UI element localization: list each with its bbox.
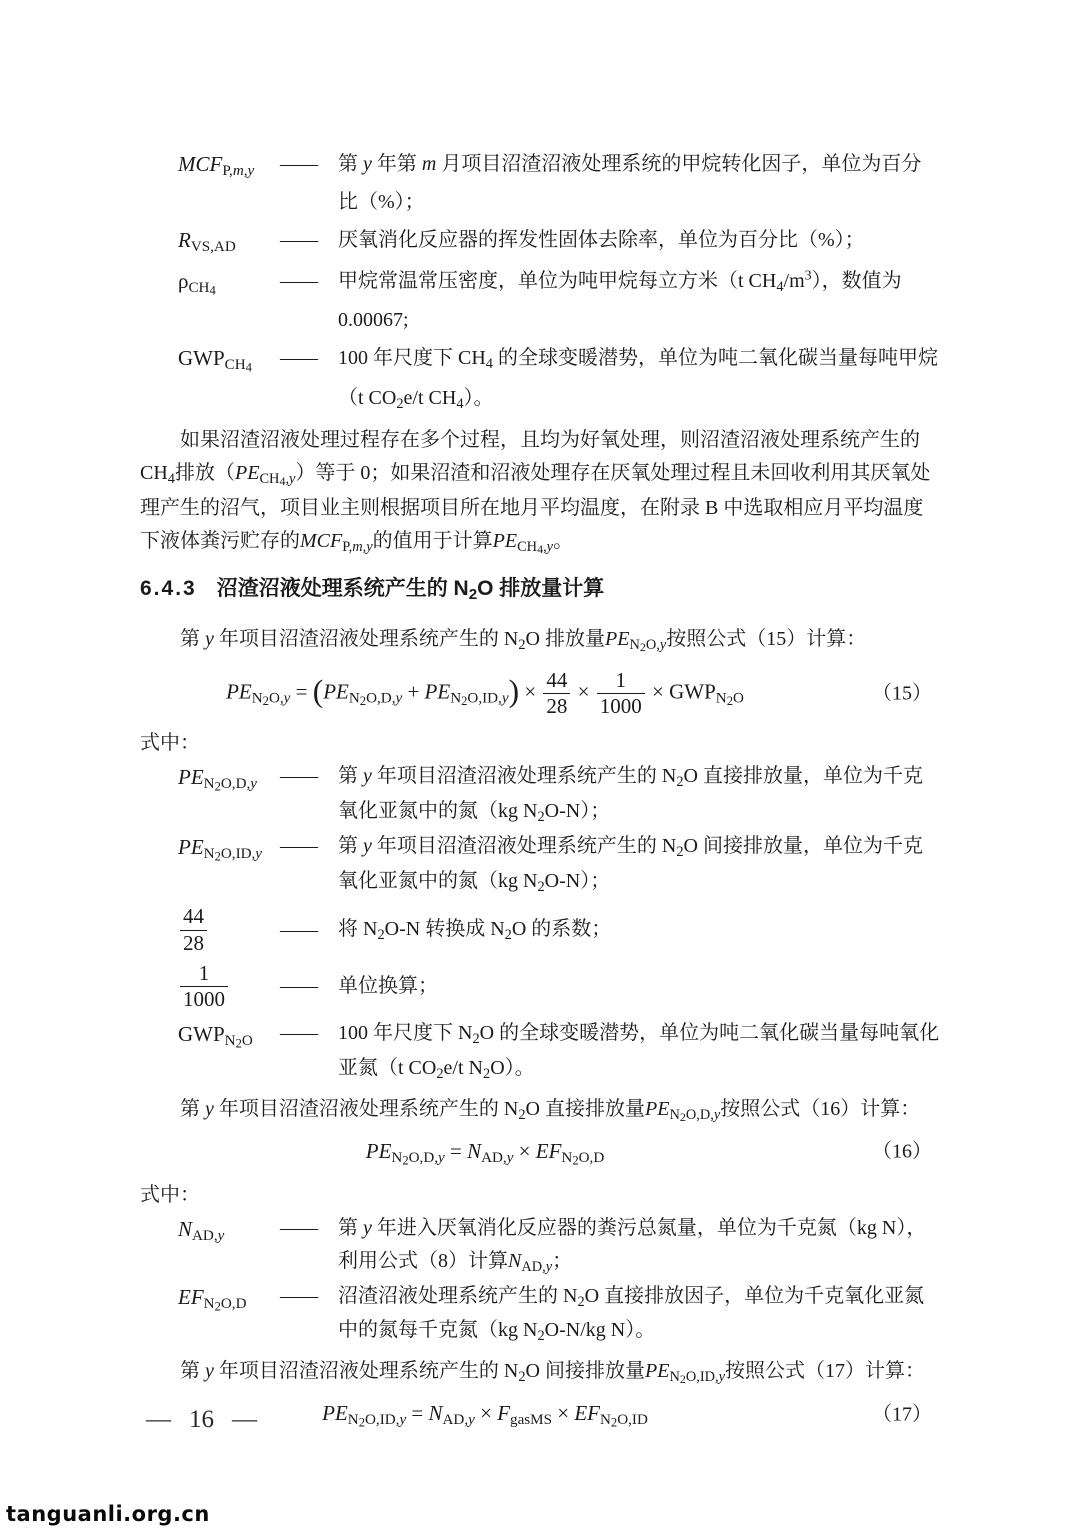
definition-row bbox=[140, 904, 940, 955]
text-segment: O,ID, bbox=[685, 1369, 719, 1386]
definition-list bbox=[140, 1212, 940, 1349]
text-segment: N bbox=[428, 1400, 443, 1425]
page-number: 16 bbox=[189, 1406, 214, 1433]
footer-dash-right: — bbox=[232, 1406, 257, 1433]
text-segment: 沼渣沼液处理系统产生的 N bbox=[338, 1284, 578, 1307]
text-segment: 4 bbox=[279, 474, 286, 489]
definition-description bbox=[338, 760, 940, 830]
text-segment: ）等于 0；如果沼渣和沼液处理存在厌氧处理过程且未回收利用其厌氧处理产生的沼气，项目业主则根据项目所在地月平均温度，在附录 B 中选取相应月平均温度下液体粪污贮存的 bbox=[140, 462, 931, 552]
text-segment: N bbox=[629, 637, 640, 654]
text-segment: 2 bbox=[214, 1298, 221, 1313]
text-segment: = bbox=[290, 679, 313, 704]
text-segment: O-N 转换成 N bbox=[384, 917, 505, 940]
fraction bbox=[543, 668, 570, 719]
text-segment: O 间接排放量，单位为千克氧化亚氮中的氮（kg N bbox=[338, 834, 923, 892]
text-segment: y bbox=[659, 637, 667, 654]
text-segment: ) bbox=[508, 673, 520, 709]
definition-term bbox=[140, 1212, 280, 1249]
text-segment: F bbox=[497, 1400, 511, 1425]
paragraph bbox=[140, 623, 940, 658]
text-segment: 2 bbox=[679, 1372, 686, 1387]
text-segment: PE bbox=[226, 679, 252, 704]
text-segment: 2 bbox=[461, 693, 468, 708]
section-heading bbox=[140, 574, 940, 605]
text-segment: N bbox=[348, 690, 360, 707]
text-segment: m,y bbox=[232, 163, 255, 180]
text-segment: 年进入厌氧消化反应器的粪污总氮量，单位为千克氮（kg N），利用公式（8）计算 bbox=[338, 1216, 927, 1272]
formula-label: 式中： bbox=[140, 1183, 200, 1206]
definition-description bbox=[338, 830, 940, 900]
text-segment: 4 bbox=[537, 541, 544, 556]
text-segment: y bbox=[501, 690, 509, 707]
text-segment: y bbox=[718, 1369, 726, 1386]
definition-description bbox=[338, 970, 940, 1003]
definition-description bbox=[338, 339, 940, 418]
text-segment: CH bbox=[224, 357, 246, 374]
text-segment: O,ID bbox=[617, 1412, 648, 1429]
text-segment: y bbox=[283, 690, 291, 707]
text-segment: 厌氧消化反应器的挥发性固体去除率，单位为百分比（%）； bbox=[338, 229, 865, 251]
definition-term bbox=[140, 221, 280, 262]
text-segment: N bbox=[347, 1412, 359, 1429]
formula-label: 式中： bbox=[140, 732, 200, 755]
text-segment: O-N）； bbox=[544, 800, 611, 823]
text-segment: 2 bbox=[518, 637, 526, 654]
definition-description bbox=[338, 221, 940, 259]
text-segment: ( bbox=[312, 673, 324, 709]
text-segment: 2 bbox=[577, 1293, 585, 1310]
text-segment: + bbox=[402, 679, 425, 704]
text-segment: y bbox=[545, 1258, 553, 1275]
fraction-numerator: 1 bbox=[615, 667, 626, 692]
text-segment: 2 bbox=[676, 774, 684, 791]
text-segment: y bbox=[205, 1360, 214, 1383]
fraction-denominator: 28 bbox=[543, 693, 570, 719]
text-segment: N bbox=[224, 1033, 236, 1050]
text-segment: N bbox=[467, 1138, 482, 1163]
text-segment: y bbox=[250, 776, 257, 793]
text-segment: O,ID, bbox=[220, 846, 256, 863]
definition-description bbox=[338, 1280, 940, 1350]
text-segment: 2 bbox=[610, 1415, 618, 1430]
text-segment: 2 bbox=[518, 1106, 526, 1123]
text-segment: O bbox=[241, 1033, 253, 1050]
text-segment: y bbox=[289, 471, 296, 488]
text-segment: 4 bbox=[245, 360, 252, 375]
text-segment: N bbox=[669, 1369, 680, 1386]
definition-row bbox=[140, 760, 940, 830]
text-segment: × GWP bbox=[646, 679, 716, 704]
text-segment: 年项目沼渣沼液处理系统产生的 N bbox=[213, 1097, 519, 1120]
definition-dash: —— bbox=[280, 834, 316, 857]
definition-dash: —— bbox=[280, 229, 316, 251]
text-segment: MCF bbox=[178, 152, 223, 176]
text-segment: 2 bbox=[639, 640, 646, 655]
text-segment: e/t N bbox=[443, 1057, 483, 1080]
text-segment: 2 bbox=[377, 926, 385, 943]
definition-dash: —— bbox=[280, 1022, 316, 1045]
equation-number: （15） bbox=[872, 682, 932, 705]
definition-row bbox=[140, 262, 940, 339]
text-segment: 年第 bbox=[371, 153, 422, 175]
text-segment: PE bbox=[178, 834, 204, 859]
definition-row bbox=[140, 1212, 940, 1280]
text-segment: O 直接排放因子，单位为千克氧化亚氮中的氮每千克氮（kg N bbox=[338, 1284, 925, 1342]
text-segment: , bbox=[543, 538, 547, 555]
text-segment: O-N）； bbox=[544, 869, 611, 892]
text-segment: 。 bbox=[553, 529, 574, 552]
text-segment: 2 bbox=[402, 1152, 409, 1167]
text-segment: 按照公式（15）计算： bbox=[666, 628, 867, 651]
text-segment: × bbox=[513, 1138, 536, 1163]
definition-term bbox=[140, 830, 280, 867]
text-segment: 2 bbox=[482, 1066, 491, 1083]
text-segment: × bbox=[519, 679, 542, 704]
text-segment: O 直接排放量 bbox=[525, 1097, 645, 1120]
text-segment: MCF bbox=[300, 529, 343, 552]
definition-description bbox=[338, 145, 940, 221]
text-segment: 排放（ bbox=[175, 462, 235, 485]
fraction-numerator: 44 bbox=[183, 904, 204, 929]
definition-dash: —— bbox=[280, 153, 316, 175]
definition-description bbox=[338, 1017, 940, 1087]
definition-row bbox=[140, 1017, 940, 1087]
formula-row bbox=[140, 1396, 940, 1433]
text-segment: PE bbox=[323, 679, 349, 704]
text-segment: e/t CH bbox=[403, 386, 457, 409]
text-segment: PE bbox=[322, 1400, 348, 1425]
definition-dash: —— bbox=[280, 1284, 316, 1307]
text-segment: y bbox=[363, 834, 372, 857]
text-segment: 100 年尺度下 CH bbox=[338, 347, 486, 370]
definition-dash: —— bbox=[280, 975, 316, 998]
text-segment: y bbox=[205, 1097, 214, 1120]
text-segment: N bbox=[450, 690, 462, 707]
equation-number: （17） bbox=[872, 1403, 932, 1426]
paragraph bbox=[140, 1355, 940, 1390]
paragraph bbox=[140, 1093, 940, 1128]
text-segment: 按照公式（16）计算： bbox=[720, 1097, 921, 1120]
formula-row bbox=[140, 1134, 940, 1171]
fraction-denominator: 28 bbox=[180, 930, 207, 956]
text-segment: 2 bbox=[676, 843, 684, 860]
text-segment: 2 bbox=[572, 1152, 579, 1167]
text-segment: 第 bbox=[180, 1097, 205, 1120]
text-segment: N bbox=[203, 776, 215, 793]
text-segment: 4 bbox=[209, 283, 216, 298]
text-segment: × bbox=[552, 1400, 575, 1425]
text-segment: PE bbox=[235, 462, 260, 485]
text-segment: ρ bbox=[178, 268, 189, 293]
definition-term bbox=[140, 1017, 280, 1054]
text-segment: O）。 bbox=[490, 1057, 535, 1080]
definition-row bbox=[140, 961, 940, 1012]
definition-description bbox=[338, 1212, 940, 1280]
text-segment: PE bbox=[178, 765, 204, 790]
text-segment: O, bbox=[268, 690, 284, 707]
definition-dash: —— bbox=[280, 1216, 316, 1239]
text-segment: EF bbox=[535, 1138, 562, 1163]
text-segment: y bbox=[546, 538, 554, 555]
definition-term bbox=[140, 904, 280, 955]
text-segment: VS,AD bbox=[190, 239, 236, 256]
text-segment: 2 bbox=[537, 1328, 545, 1345]
text-segment: 年项目沼渣沼液处理系统产生的 N bbox=[371, 765, 677, 788]
text-segment: y bbox=[713, 1106, 721, 1123]
text-segment: 第 bbox=[180, 628, 205, 651]
text-segment: y bbox=[438, 1149, 445, 1166]
watermark-text: tanguanli.org.cn bbox=[6, 1502, 210, 1526]
text-segment: 单位换算； bbox=[338, 975, 438, 998]
text-segment: O 排放量 bbox=[525, 628, 605, 651]
text-segment: PE bbox=[492, 529, 518, 552]
text-segment: AD, bbox=[521, 1258, 546, 1275]
fraction-denominator: 1000 bbox=[180, 986, 228, 1012]
text-segment: N bbox=[203, 846, 215, 863]
definition-description bbox=[338, 262, 940, 339]
text-segment: N bbox=[178, 1216, 193, 1241]
text-segment: 2 bbox=[214, 849, 221, 864]
text-segment: y bbox=[255, 846, 263, 863]
text-segment: N bbox=[715, 690, 727, 707]
formula-body bbox=[226, 668, 744, 719]
formula-row bbox=[140, 668, 940, 719]
text-segment: O,D, bbox=[366, 690, 396, 707]
text-segment: = bbox=[406, 1400, 429, 1425]
text-segment: PE bbox=[424, 679, 451, 704]
text-segment: 的全球变暖潜势，单位为吨二氧化碳当量每吨甲烷（t CO bbox=[338, 347, 938, 409]
text-segment: PE bbox=[645, 1360, 670, 1383]
definition-term bbox=[140, 961, 280, 1012]
text-segment: 年项目沼渣沼液处理系统产生的 N bbox=[213, 1360, 519, 1383]
text-segment: × bbox=[474, 1400, 498, 1425]
definition-list bbox=[140, 760, 940, 1087]
text-segment: AD, bbox=[481, 1149, 507, 1166]
document-content bbox=[140, 145, 940, 1439]
text-segment: y bbox=[363, 153, 372, 175]
text-segment: N bbox=[561, 1149, 573, 1166]
text-segment: = bbox=[444, 1138, 468, 1163]
text-segment: ； bbox=[552, 1249, 573, 1272]
text-segment: 2 bbox=[472, 1031, 480, 1048]
text-segment: 2 bbox=[726, 693, 733, 708]
definition-list bbox=[140, 145, 940, 418]
text-segment: 2 bbox=[537, 809, 545, 826]
text-segment: O,ID, bbox=[467, 690, 502, 707]
text-segment: P, bbox=[222, 163, 233, 180]
definition-row bbox=[140, 221, 940, 262]
text-segment: R bbox=[178, 228, 191, 252]
text-segment: O 间接排放量 bbox=[525, 1360, 645, 1383]
text-segment: CH bbox=[188, 280, 210, 297]
text-segment: 2 bbox=[468, 585, 478, 603]
text-segment: 第 bbox=[180, 1360, 205, 1383]
fraction-denominator: 1000 bbox=[597, 693, 645, 719]
definition-dash: —— bbox=[280, 347, 316, 370]
text-segment: N bbox=[600, 1412, 611, 1429]
definition-description bbox=[338, 913, 940, 948]
text-segment: /m bbox=[783, 269, 805, 292]
fraction bbox=[180, 904, 207, 955]
text-segment: O,D bbox=[578, 1149, 605, 1166]
text-segment: 2 bbox=[537, 878, 545, 895]
page-footer bbox=[146, 1406, 257, 1434]
text-segment: ）。 bbox=[463, 386, 494, 409]
definition-row bbox=[140, 1280, 940, 1350]
text-segment: y bbox=[395, 690, 403, 707]
text-segment: y bbox=[205, 628, 214, 651]
text-segment: y bbox=[399, 1412, 407, 1429]
text-segment: O 的全球变暖潜势，单位为吨二氧化碳当量每吨氧化亚氮（t CO bbox=[338, 1022, 940, 1080]
text-segment: O,D, bbox=[408, 1149, 439, 1166]
text-segment: O-N/kg N）。 bbox=[544, 1319, 656, 1342]
definition-term bbox=[140, 1280, 280, 1317]
text-segment: 按照公式（17）计算： bbox=[725, 1360, 926, 1383]
text-segment: y bbox=[468, 1412, 475, 1429]
text-segment: 2 bbox=[262, 693, 269, 708]
definition-term bbox=[140, 262, 280, 303]
text-segment: 第 bbox=[338, 834, 363, 857]
text-segment: GWP bbox=[178, 1022, 225, 1047]
text-segment: AD, bbox=[192, 1228, 218, 1244]
text-segment: m bbox=[421, 153, 437, 175]
text-segment: CH bbox=[517, 538, 538, 555]
definition-term bbox=[140, 760, 280, 797]
text-segment: 2 bbox=[358, 1415, 366, 1430]
text-segment: 如果沼渣沼液处理过程存在多个过程，且均为好氧处理，则沼渣沼液处理系统产生的 CH bbox=[140, 429, 920, 485]
definition-row bbox=[140, 830, 940, 900]
text-segment: N bbox=[669, 1106, 680, 1123]
text-segment: PE bbox=[605, 628, 630, 651]
text-segment: 年项目沼渣沼液处理系统产生的 N bbox=[213, 628, 519, 651]
text-segment: 4 bbox=[167, 471, 175, 488]
text-segment: 2 bbox=[396, 395, 404, 412]
text-segment: 2 bbox=[518, 1369, 526, 1386]
definition-term bbox=[140, 339, 280, 380]
text-segment: 4 bbox=[456, 395, 464, 412]
definition-row bbox=[140, 145, 940, 221]
heading-number: 6.4.3 bbox=[140, 576, 197, 600]
text-segment: 3 bbox=[804, 268, 812, 284]
footer-dash-left: — bbox=[146, 1406, 171, 1433]
text-segment: y bbox=[363, 1216, 372, 1239]
text-segment: PE bbox=[645, 1097, 670, 1120]
text-segment: N bbox=[508, 1249, 522, 1272]
fraction bbox=[180, 961, 228, 1012]
text-segment: PE bbox=[365, 1138, 392, 1163]
text-segment: m,y bbox=[352, 538, 373, 555]
fraction bbox=[597, 668, 645, 719]
formula-body bbox=[322, 1396, 648, 1433]
text-segment: O bbox=[732, 690, 744, 707]
text-segment: ），数值为 0.00067; bbox=[338, 269, 902, 332]
text-segment: 第 bbox=[338, 153, 363, 175]
text-segment: GWP bbox=[178, 346, 225, 371]
text-segment: 2 bbox=[504, 926, 512, 943]
paragraph bbox=[140, 424, 940, 560]
text-segment: N bbox=[203, 1295, 215, 1312]
text-segment: 甲烷常温常压密度，单位为吨甲烷每立方米（t CH bbox=[338, 269, 777, 292]
text-segment: y bbox=[217, 1228, 225, 1244]
text-segment: O,D, bbox=[685, 1106, 714, 1123]
text-segment: × bbox=[572, 679, 595, 704]
text-segment: 第 bbox=[338, 765, 363, 788]
text-segment: O 的系数； bbox=[511, 917, 612, 940]
text-segment: 2 bbox=[235, 1036, 242, 1051]
definition-dash: —— bbox=[280, 918, 316, 941]
fraction-numerator: 1 bbox=[198, 960, 210, 985]
text-segment: 4 bbox=[485, 356, 493, 373]
text-segment: 月项目沼渣沼液处理系统的甲烷转化因子，单位为百分比（%）； bbox=[338, 153, 922, 213]
text-segment: EF bbox=[574, 1400, 600, 1425]
text-segment: 2 bbox=[436, 1066, 444, 1083]
fraction-numerator: 44 bbox=[546, 667, 568, 692]
definition-dash: —— bbox=[280, 765, 316, 788]
text-segment: 100 年尺度下 N bbox=[338, 1022, 473, 1045]
text-segment: 将 N bbox=[338, 917, 378, 940]
text-segment: N bbox=[251, 690, 263, 707]
text-segment: 4 bbox=[776, 278, 784, 295]
text-segment: O, bbox=[645, 637, 660, 654]
text-segment: y bbox=[363, 765, 372, 788]
text-segment: 年项目沼渣沼液处理系统产生的 N bbox=[371, 834, 677, 857]
text-segment: O,D bbox=[220, 1295, 247, 1312]
text-segment: 2 bbox=[214, 779, 221, 794]
text-segment: y bbox=[506, 1149, 514, 1166]
text-segment: 2 bbox=[359, 693, 367, 708]
text-segment: CH bbox=[259, 471, 280, 488]
text-segment: O 排放量计算 bbox=[477, 576, 605, 600]
text-segment: 第 bbox=[338, 1216, 363, 1239]
equation-number: （16） bbox=[872, 1140, 932, 1163]
text-segment: AD, bbox=[442, 1412, 469, 1429]
definition-dash: —— bbox=[280, 269, 316, 292]
text-segment: gasMS bbox=[510, 1412, 552, 1429]
text-segment: O,ID, bbox=[365, 1412, 400, 1429]
text-segment: 的值用于计算 bbox=[372, 529, 493, 552]
definition-term bbox=[140, 145, 280, 186]
text-segment: , bbox=[285, 471, 290, 488]
formula-body bbox=[366, 1134, 605, 1171]
text-segment: N bbox=[391, 1149, 403, 1166]
text-segment: 沼渣沼液处理系统产生的 N bbox=[216, 576, 469, 600]
definition-row bbox=[140, 339, 940, 418]
text-segment: 2 bbox=[679, 1109, 686, 1124]
text-segment: EF bbox=[178, 1284, 204, 1309]
text-segment: O 直接排放量，单位为千克氧化亚氮中的氮（kg N bbox=[338, 765, 923, 823]
text-segment: P, bbox=[342, 538, 353, 555]
text-segment: O,D, bbox=[220, 776, 251, 793]
